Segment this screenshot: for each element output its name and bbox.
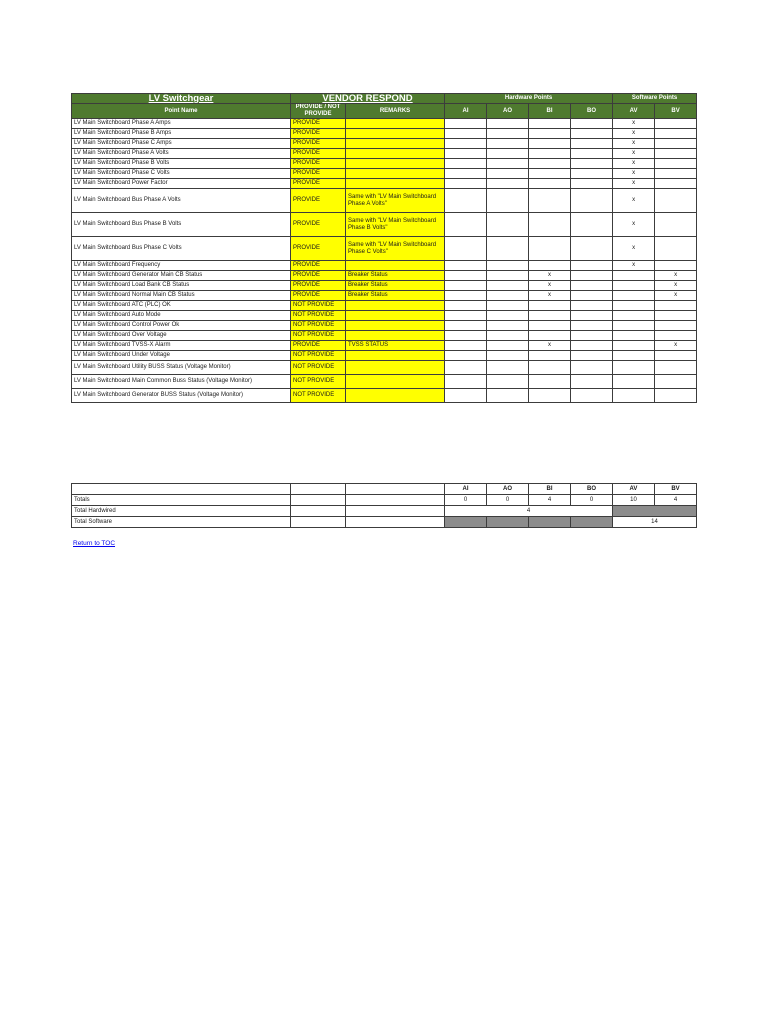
col-remarks: REMARKS — [346, 104, 445, 119]
bo-cell — [571, 291, 613, 301]
av-cell — [613, 389, 655, 403]
ai-cell — [445, 261, 487, 271]
ai-cell — [445, 149, 487, 159]
provide-cell[interactable]: NOT PROVIDE — [291, 321, 346, 331]
bi-cell — [529, 139, 571, 149]
point-name-cell: LV Main Switchboard Control Power Ok — [72, 321, 291, 331]
bo-cell — [571, 237, 613, 261]
ao-cell — [487, 341, 529, 351]
ao-cell — [487, 149, 529, 159]
table-row — [72, 139, 697, 149]
table-row — [72, 375, 697, 389]
ai-cell — [445, 301, 487, 311]
table-row — [72, 389, 697, 403]
bi-cell — [529, 129, 571, 139]
summary-header-bi: BI — [529, 484, 571, 495]
table-row — [72, 321, 697, 331]
provide-cell[interactable]: PROVIDE — [291, 159, 346, 169]
return-to-toc-link[interactable]: Return to TOC — [73, 540, 116, 547]
table-row — [72, 301, 697, 311]
ao-cell — [487, 331, 529, 341]
point-name-cell: LV Main Switchboard Phase A Amps — [72, 119, 291, 129]
bi-cell — [529, 389, 571, 403]
bv-cell: x — [655, 291, 697, 301]
ai-cell — [445, 341, 487, 351]
provide-cell[interactable]: NOT PROVIDE — [291, 311, 346, 321]
av-cell: x — [613, 169, 655, 179]
summary-blank — [346, 517, 445, 528]
ao-cell — [487, 189, 529, 213]
ao-cell — [487, 351, 529, 361]
av-cell — [613, 331, 655, 341]
bo-cell — [571, 261, 613, 271]
table-row — [72, 159, 697, 169]
bi-cell — [529, 301, 571, 311]
bi-cell — [529, 237, 571, 261]
bv-cell — [655, 129, 697, 139]
bo-cell — [571, 331, 613, 341]
summary-header-bo: BO — [571, 484, 613, 495]
bi-cell — [529, 331, 571, 341]
totals-row — [72, 495, 697, 506]
point-name-cell: LV Main Switchboard Frequency — [72, 261, 291, 271]
av-cell — [613, 291, 655, 301]
provide-cell[interactable]: NOT PROVIDE — [291, 301, 346, 311]
bv-cell — [655, 179, 697, 189]
summary-blank — [346, 484, 445, 495]
vendor-title: VENDOR RESPOND — [291, 94, 445, 104]
ao-cell — [487, 261, 529, 271]
bo-cell — [571, 301, 613, 311]
column-header-row — [72, 104, 697, 119]
remarks-cell[interactable]: Breaker Status — [346, 281, 445, 291]
table-row — [72, 149, 697, 159]
table-row — [72, 331, 697, 341]
remarks-cell[interactable] — [346, 375, 445, 389]
col-point-name: Point Name — [72, 104, 291, 119]
total-hardwired-value: 4 — [445, 506, 613, 517]
ao-cell — [487, 301, 529, 311]
bv-cell — [655, 169, 697, 179]
bv-cell — [655, 237, 697, 261]
summary-blank — [291, 495, 346, 506]
remarks-cell[interactable] — [346, 351, 445, 361]
bv-cell — [655, 361, 697, 375]
col-bo: BO — [571, 104, 613, 119]
summary-table — [71, 483, 697, 528]
bo-cell — [571, 119, 613, 129]
ao-cell — [487, 169, 529, 179]
bv-cell — [655, 189, 697, 213]
point-name-cell: LV Main Switchboard Phase C Amps — [72, 139, 291, 149]
total-hardwired-row — [72, 506, 697, 517]
av-cell — [613, 375, 655, 389]
point-name-cell: LV Main Switchboard Phase B Volts — [72, 159, 291, 169]
remarks-cell[interactable] — [346, 129, 445, 139]
av-cell: x — [613, 237, 655, 261]
ao-cell — [487, 159, 529, 169]
ai-cell — [445, 291, 487, 301]
av-cell: x — [613, 129, 655, 139]
ao-cell — [487, 237, 529, 261]
remarks-cell[interactable] — [346, 179, 445, 189]
provide-cell[interactable]: NOT PROVIDE — [291, 375, 346, 389]
col-ao: AO — [487, 104, 529, 119]
total-hardwired-label: Total Hardwired — [72, 506, 291, 517]
bo-cell — [571, 375, 613, 389]
av-cell — [613, 361, 655, 375]
bv-cell: x — [655, 341, 697, 351]
bv-cell — [655, 213, 697, 237]
total-bo: 0 — [571, 495, 613, 506]
ai-cell — [445, 389, 487, 403]
bi-cell — [529, 361, 571, 375]
bi-cell — [529, 311, 571, 321]
bv-cell — [655, 389, 697, 403]
provide-cell[interactable]: PROVIDE — [291, 149, 346, 159]
ao-cell — [487, 179, 529, 189]
av-cell — [613, 341, 655, 351]
remarks-cell[interactable] — [346, 159, 445, 169]
provide-cell[interactable]: PROVIDE — [291, 291, 346, 301]
point-name-cell: LV Main Switchboard Utility BUSS Status (Voltage Monitor) — [72, 361, 291, 375]
bv-cell — [655, 351, 697, 361]
remarks-cell[interactable] — [346, 169, 445, 179]
av-cell — [613, 351, 655, 361]
bi-cell: x — [529, 281, 571, 291]
points-body — [72, 119, 697, 403]
point-name-cell: LV Main Switchboard Bus Phase C Volts — [72, 237, 291, 261]
point-name-cell: LV Main Switchboard Generator BUSS Status (Voltage Monitor) — [72, 389, 291, 403]
bv-cell — [655, 119, 697, 129]
totals-label: Totals — [72, 495, 291, 506]
av-cell — [613, 301, 655, 311]
bo-cell — [571, 351, 613, 361]
summary-blank — [72, 484, 291, 495]
ai-cell — [445, 189, 487, 213]
bi-cell: x — [529, 341, 571, 351]
table-row — [72, 129, 697, 139]
bv-cell — [655, 261, 697, 271]
ai-cell — [445, 179, 487, 189]
ai-cell — [445, 129, 487, 139]
ai-cell — [445, 321, 487, 331]
bi-cell — [529, 119, 571, 129]
ai-cell — [445, 119, 487, 129]
total-av: 10 — [613, 495, 655, 506]
bi-cell: x — [529, 291, 571, 301]
remarks-cell[interactable]: Breaker Status — [346, 271, 445, 281]
bo-cell — [571, 149, 613, 159]
provide-cell[interactable]: PROVIDE — [291, 179, 346, 189]
point-name-cell: LV Main Switchboard Over Voltage — [72, 331, 291, 341]
bo-cell — [571, 341, 613, 351]
ai-cell — [445, 361, 487, 375]
points-table — [71, 93, 697, 403]
provide-cell[interactable]: PROVIDE — [291, 119, 346, 129]
remarks-cell[interactable] — [346, 119, 445, 129]
remarks-cell[interactable] — [346, 311, 445, 321]
col-provide: PROVIDE / NOT PROVIDE — [291, 104, 346, 119]
grey-filler — [571, 517, 613, 528]
ao-cell — [487, 119, 529, 129]
av-cell — [613, 281, 655, 291]
ai-cell — [445, 271, 487, 281]
remarks-cell[interactable]: Breaker Status — [346, 291, 445, 301]
table-row — [72, 291, 697, 301]
av-cell: x — [613, 189, 655, 213]
summary-blank — [291, 517, 346, 528]
bv-cell — [655, 139, 697, 149]
total-bv: 4 — [655, 495, 697, 506]
ai-cell — [445, 331, 487, 341]
ao-cell — [487, 129, 529, 139]
summary-blank — [291, 484, 346, 495]
point-name-cell: LV Main Switchboard Main Common Buss Status (Voltage Monitor) — [72, 375, 291, 389]
point-name-cell: LV Main Switchboard Bus Phase B Volts — [72, 213, 291, 237]
total-bi: 4 — [529, 495, 571, 506]
remarks-cell[interactable] — [346, 149, 445, 159]
av-cell: x — [613, 119, 655, 129]
bi-cell — [529, 179, 571, 189]
remarks-cell[interactable]: TVSS STATUS — [346, 341, 445, 351]
bi-cell — [529, 321, 571, 331]
point-name-cell: LV Main Switchboard Power Factor — [72, 179, 291, 189]
table-row — [72, 271, 697, 281]
provide-cell[interactable]: NOT PROVIDE — [291, 361, 346, 375]
ao-cell — [487, 213, 529, 237]
bo-cell — [571, 129, 613, 139]
ai-cell — [445, 139, 487, 149]
point-name-cell: LV Main Switchboard Normal Main CB Status — [72, 291, 291, 301]
bi-cell — [529, 149, 571, 159]
ao-cell — [487, 271, 529, 281]
bo-cell — [571, 321, 613, 331]
total-ai: 0 — [445, 495, 487, 506]
bv-cell: x — [655, 271, 697, 281]
bi-cell — [529, 213, 571, 237]
bo-cell — [571, 189, 613, 213]
provide-cell[interactable]: NOT PROVIDE — [291, 351, 346, 361]
point-name-cell: LV Main Switchboard Generator Main CB Status — [72, 271, 291, 281]
summary-blank — [346, 506, 445, 517]
summary-header-ao: AO — [487, 484, 529, 495]
bi-cell — [529, 189, 571, 213]
provide-cell[interactable]: PROVIDE — [291, 281, 346, 291]
summary-blank — [291, 506, 346, 517]
av-cell: x — [613, 149, 655, 159]
table-row — [72, 189, 697, 213]
hardware-points-title: Hardware Points — [445, 94, 613, 104]
grey-filler — [445, 517, 487, 528]
bv-cell: x — [655, 281, 697, 291]
table-row — [72, 351, 697, 361]
ai-cell — [445, 169, 487, 179]
point-name-cell: LV Main Switchboard Bus Phase A Volts — [72, 189, 291, 213]
grey-filler — [487, 517, 529, 528]
bi-cell — [529, 351, 571, 361]
ao-cell — [487, 281, 529, 291]
bo-cell — [571, 213, 613, 237]
provide-cell[interactable]: PROVIDE — [291, 139, 346, 149]
point-name-cell: LV Main Switchboard TVSS-X Alarm — [72, 341, 291, 351]
av-cell — [613, 271, 655, 281]
ai-cell — [445, 351, 487, 361]
point-name-cell: LV Main Switchboard Under Voltage — [72, 351, 291, 361]
point-name-cell: LV Main Switchboard Load Bank CB Status — [72, 281, 291, 291]
ai-cell — [445, 281, 487, 291]
ao-cell — [487, 311, 529, 321]
bv-cell — [655, 311, 697, 321]
remarks-cell[interactable]: Same with "LV Main Switchboard Phase A Volts" — [346, 189, 445, 213]
col-ai: AI — [445, 104, 487, 119]
ao-cell — [487, 139, 529, 149]
provide-cell[interactable]: NOT PROVIDE — [291, 331, 346, 341]
av-cell: x — [613, 139, 655, 149]
point-name-cell: LV Main Switchboard Phase B Amps — [72, 129, 291, 139]
col-bi: BI — [529, 104, 571, 119]
ai-cell — [445, 237, 487, 261]
point-name-cell: LV Main Switchboard ATC (PLC) OK — [72, 301, 291, 311]
title-row — [72, 94, 697, 104]
provide-cell[interactable]: PROVIDE — [291, 261, 346, 271]
bo-cell — [571, 179, 613, 189]
remarks-cell[interactable] — [346, 261, 445, 271]
bi-cell — [529, 159, 571, 169]
table-row — [72, 169, 697, 179]
av-cell: x — [613, 261, 655, 271]
remarks-cell[interactable]: Same with "LV Main Switchboard Phase B Volts" — [346, 213, 445, 237]
table-row — [72, 213, 697, 237]
remarks-cell[interactable] — [346, 361, 445, 375]
bo-cell — [571, 169, 613, 179]
table-row — [72, 261, 697, 271]
bv-cell — [655, 321, 697, 331]
bo-cell — [571, 139, 613, 149]
remarks-cell[interactable] — [346, 139, 445, 149]
remarks-cell[interactable]: Same with "LV Main Switchboard Phase C Volts" — [346, 237, 445, 261]
bo-cell — [571, 159, 613, 169]
section-title: LV Switchgear — [72, 94, 291, 104]
av-cell — [613, 311, 655, 321]
table-row — [72, 179, 697, 189]
summary-blank — [346, 495, 445, 506]
ao-cell — [487, 375, 529, 389]
provide-cell[interactable]: PROVIDE — [291, 341, 346, 351]
ao-cell — [487, 389, 529, 403]
summary-header-av: AV — [613, 484, 655, 495]
bo-cell — [571, 311, 613, 321]
col-av: AV — [613, 104, 655, 119]
summary-header-bv: BV — [655, 484, 697, 495]
remarks-cell[interactable] — [346, 301, 445, 311]
bi-cell: x — [529, 271, 571, 281]
remarks-cell[interactable] — [346, 389, 445, 403]
summary-header-ai: AI — [445, 484, 487, 495]
total-software-label: Total Software — [72, 517, 291, 528]
bi-cell — [529, 261, 571, 271]
ao-cell — [487, 361, 529, 375]
summary-header-row — [72, 484, 697, 495]
ai-cell — [445, 311, 487, 321]
av-cell: x — [613, 213, 655, 237]
table-row — [72, 237, 697, 261]
table-row — [72, 361, 697, 375]
ai-cell — [445, 159, 487, 169]
provide-cell[interactable]: PROVIDE — [291, 271, 346, 281]
av-cell: x — [613, 179, 655, 189]
bv-cell — [655, 149, 697, 159]
grey-filler — [613, 506, 697, 517]
provide-cell[interactable]: NOT PROVIDE — [291, 389, 346, 403]
table-row — [72, 311, 697, 321]
ao-cell — [487, 321, 529, 331]
av-cell: x — [613, 159, 655, 169]
table-row — [72, 281, 697, 291]
bo-cell — [571, 281, 613, 291]
col-bv: BV — [655, 104, 697, 119]
ai-cell — [445, 213, 487, 237]
point-name-cell: LV Main Switchboard Auto Mode — [72, 311, 291, 321]
total-software-value: 14 — [613, 517, 697, 528]
ai-cell — [445, 375, 487, 389]
provide-cell[interactable]: PROVIDE — [291, 237, 346, 261]
point-name-cell: LV Main Switchboard Phase A Volts — [72, 149, 291, 159]
bo-cell — [571, 361, 613, 375]
total-software-row — [72, 517, 697, 528]
bv-cell — [655, 301, 697, 311]
provide-cell[interactable]: PROVIDE — [291, 189, 346, 213]
provide-cell[interactable]: PROVIDE — [291, 169, 346, 179]
bi-cell — [529, 375, 571, 389]
table-row — [72, 119, 697, 129]
bi-cell — [529, 169, 571, 179]
grey-filler — [529, 517, 571, 528]
bo-cell — [571, 271, 613, 281]
table-row — [72, 341, 697, 351]
bv-cell — [655, 159, 697, 169]
software-points-title: Software Points — [613, 94, 697, 104]
point-name-cell: LV Main Switchboard Phase C Volts — [72, 169, 291, 179]
av-cell — [613, 321, 655, 331]
provide-cell[interactable]: PROVIDE — [291, 213, 346, 237]
bv-cell — [655, 375, 697, 389]
total-ao: 0 — [487, 495, 529, 506]
remarks-cell[interactable] — [346, 331, 445, 341]
provide-cell[interactable]: PROVIDE — [291, 129, 346, 139]
bo-cell — [571, 389, 613, 403]
remarks-cell[interactable] — [346, 321, 445, 331]
bv-cell — [655, 331, 697, 341]
ao-cell — [487, 291, 529, 301]
